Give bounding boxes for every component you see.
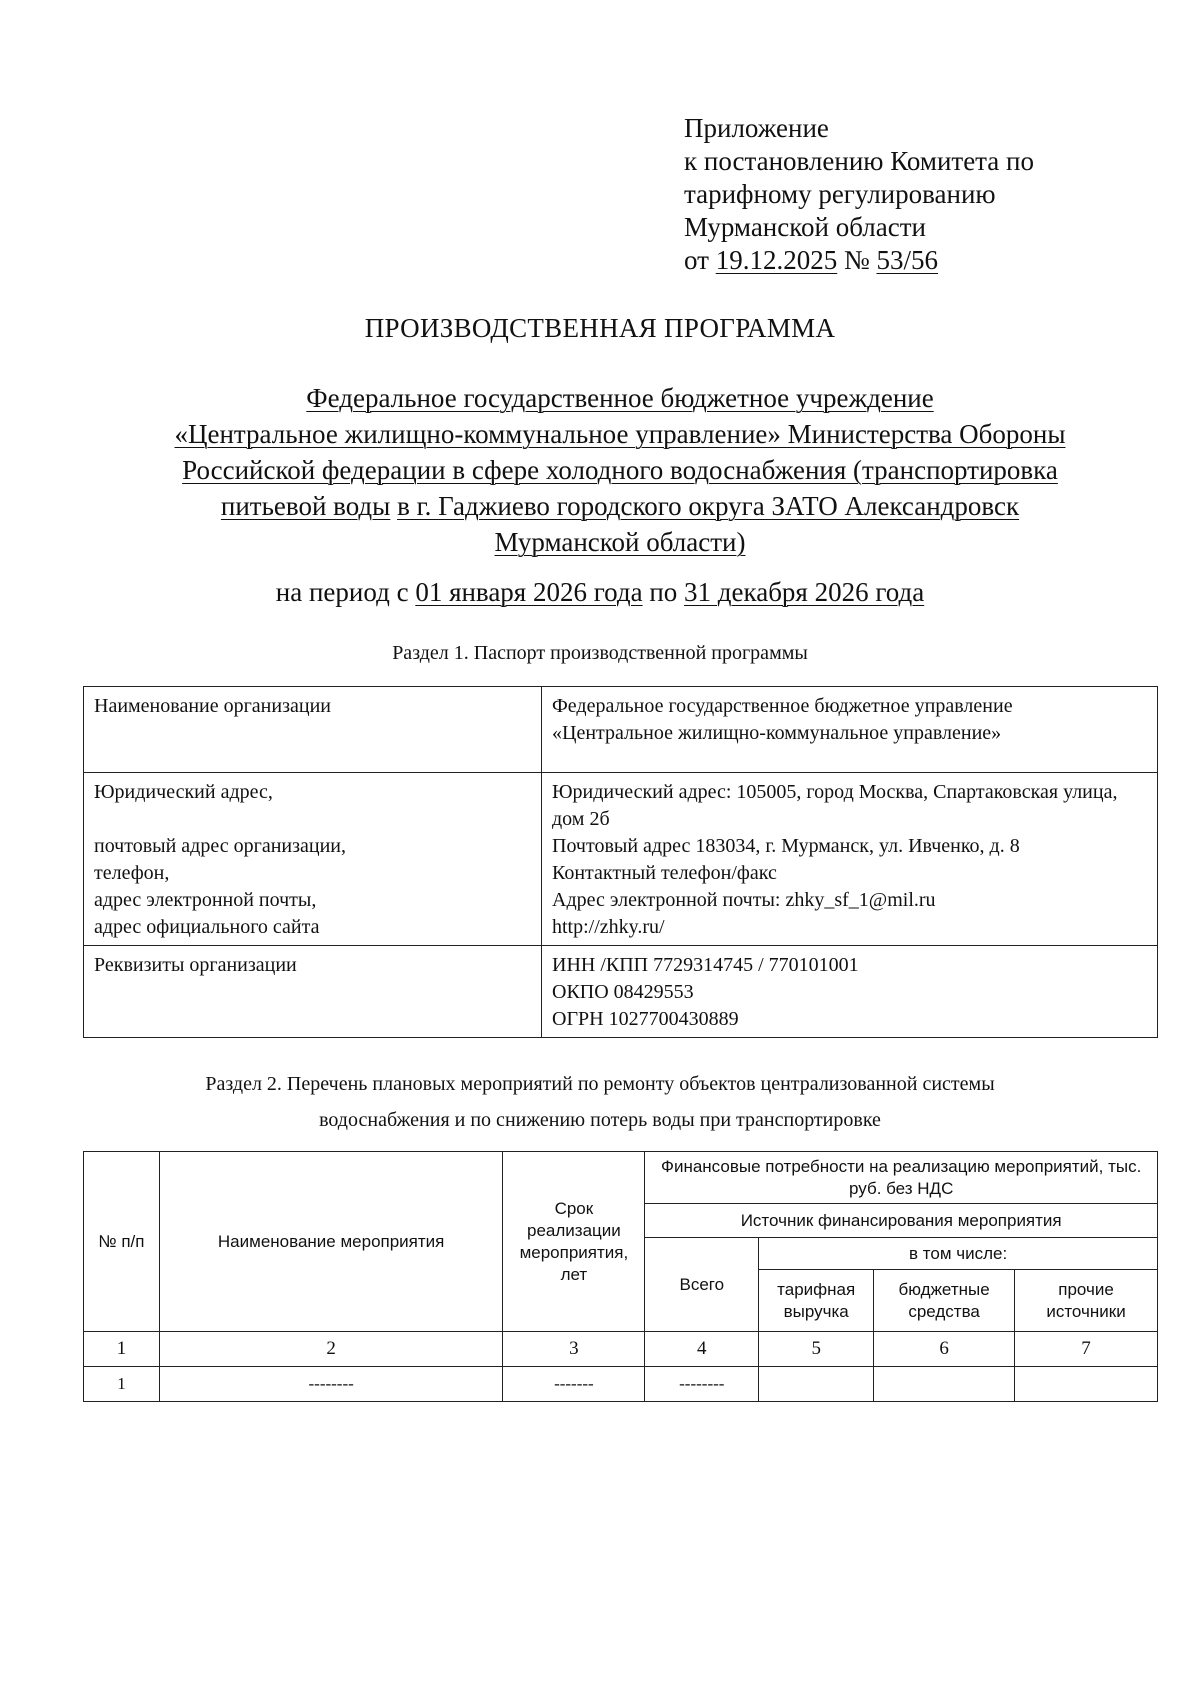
column-number: 4	[645, 1332, 759, 1367]
resolution-number: 53/56	[876, 245, 938, 275]
table-row	[84, 773, 1158, 946]
org-line-1: Федеральное государственное бюджетное учреждение	[306, 383, 934, 413]
header-budget: бюджетные средства	[874, 1270, 1015, 1332]
table-row	[84, 1367, 1158, 1402]
column-number: 7	[1015, 1332, 1158, 1367]
column-number: 6	[874, 1332, 1015, 1367]
row-name: --------	[159, 1367, 503, 1402]
column-number: 5	[759, 1332, 874, 1367]
org-line-5: Мурманской области)	[494, 527, 746, 557]
organization-block	[140, 380, 1100, 560]
header-name: Наименование мероприятия	[159, 1152, 503, 1332]
table-row	[84, 687, 1158, 773]
section1-heading: Раздел 1. Паспорт производственной программы	[392, 642, 808, 664]
section2-heading-line-1: Раздел 2. Перечень плановых мероприятий по ремонту объектов централизованной системы	[205, 1073, 995, 1095]
label-line: Реквизиты организации	[94, 954, 297, 976]
number-prefix: №	[843, 245, 870, 275]
header-finance: Финансовые потребности на реализацию мероприятий, тыс. руб. без НДС	[645, 1152, 1158, 1204]
row-num: 1	[84, 1367, 160, 1402]
column-number: 3	[503, 1332, 645, 1367]
header-total: Всего	[645, 1238, 759, 1332]
resolution-date: 19.12.2025	[715, 245, 838, 275]
row-tariff	[759, 1367, 874, 1402]
header-tariff: тарифная выручка	[759, 1270, 874, 1332]
label-line: адрес официального сайта	[94, 916, 320, 938]
section2-heading	[0, 1066, 1200, 1138]
value-line: http://zhky.ru/	[552, 916, 665, 938]
header-other: прочие источники	[1015, 1270, 1158, 1332]
measures-table	[83, 1151, 1158, 1402]
section2-heading-line-2: водоснабжения и по снижению потерь воды при транспортировке	[319, 1109, 881, 1131]
appendix-date-line	[684, 244, 1034, 277]
period-middle: по	[649, 577, 678, 607]
value-line: Почтовый адрес 183034, г. Мурманск, ул. Ивченко, д. 8	[552, 835, 1020, 857]
label-line: телефон,	[94, 862, 170, 884]
passport-label-cell	[84, 946, 542, 1038]
row-term: -------	[503, 1367, 645, 1402]
passport-table	[83, 686, 1158, 1038]
table-row	[84, 946, 1158, 1038]
row-total: --------	[645, 1367, 759, 1402]
appendix-line-4: Мурманской области	[684, 212, 926, 242]
label-line: адрес электронной почты,	[94, 889, 317, 911]
period-prefix: на период с	[275, 577, 409, 607]
row-other	[1015, 1367, 1158, 1402]
period-end: 31 декабря 2026 года	[684, 577, 925, 607]
appendix-line-3: тарифному регулированию	[684, 179, 996, 209]
label-line: Наименование организации	[94, 695, 331, 717]
period-start: 01 января 2026 года	[415, 577, 643, 607]
label-line: Юридический адрес,	[94, 781, 273, 803]
passport-value-cell	[542, 687, 1158, 773]
passport-value-cell	[542, 946, 1158, 1038]
document-title: ПРОИЗВОДСТВЕННАЯ ПРОГРАММА	[364, 313, 836, 343]
appendix-line-2: к постановлению Комитета по	[684, 146, 1034, 176]
value-line: ИНН /КПП 7729314745 / 770101001	[552, 954, 859, 976]
date-prefix: от	[684, 245, 709, 275]
header-including: в том числе:	[759, 1238, 1158, 1270]
org-line-3: Российской федерации в сфере холодного водоснабжения (транспортировка	[182, 455, 1058, 485]
column-number: 2	[159, 1332, 503, 1367]
value-line: дом 2б	[552, 808, 610, 830]
header-source: Источник финансирования мероприятия	[645, 1204, 1158, 1238]
org-line-4b: в г. Гаджиево городского округа ЗАТО Александровск	[397, 491, 1020, 521]
value-line: Юридический адрес: 105005, город Москва, Спартаковская улица,	[552, 781, 1118, 803]
passport-label-cell	[84, 773, 542, 946]
column-number: 1	[84, 1332, 160, 1367]
appendix-line-1: Приложение	[684, 113, 829, 143]
header-term: Срок реализации мероприятия, лет	[503, 1152, 645, 1332]
value-line: «Центральное жилищно-коммунальное управление»	[552, 722, 1002, 744]
column-numbers-row	[84, 1332, 1158, 1367]
org-line-4	[140, 488, 1100, 524]
passport-value-cell	[542, 773, 1158, 946]
value-line: ОКПО 08429553	[552, 981, 694, 1003]
value-line: Контактный телефон/факс	[552, 862, 777, 884]
value-line: Федеральное государственное бюджетное управление	[552, 695, 1013, 717]
row-budget	[874, 1367, 1015, 1402]
value-line: Адрес электронной почты: zhky_sf_1@mil.ru	[552, 889, 936, 911]
period-line	[0, 577, 1200, 608]
passport-label-cell	[84, 687, 542, 773]
label-line: почтовый адрес организации,	[94, 835, 346, 857]
org-line-2: «Центральное жилищно-коммунальное управление» Министерства Обороны	[174, 419, 1066, 449]
org-line-4a: питьевой воды	[220, 491, 391, 521]
header-num: № п/п	[84, 1152, 160, 1332]
appendix-block	[684, 112, 1034, 277]
value-line: ОГРН 1027700430889	[552, 1008, 739, 1030]
